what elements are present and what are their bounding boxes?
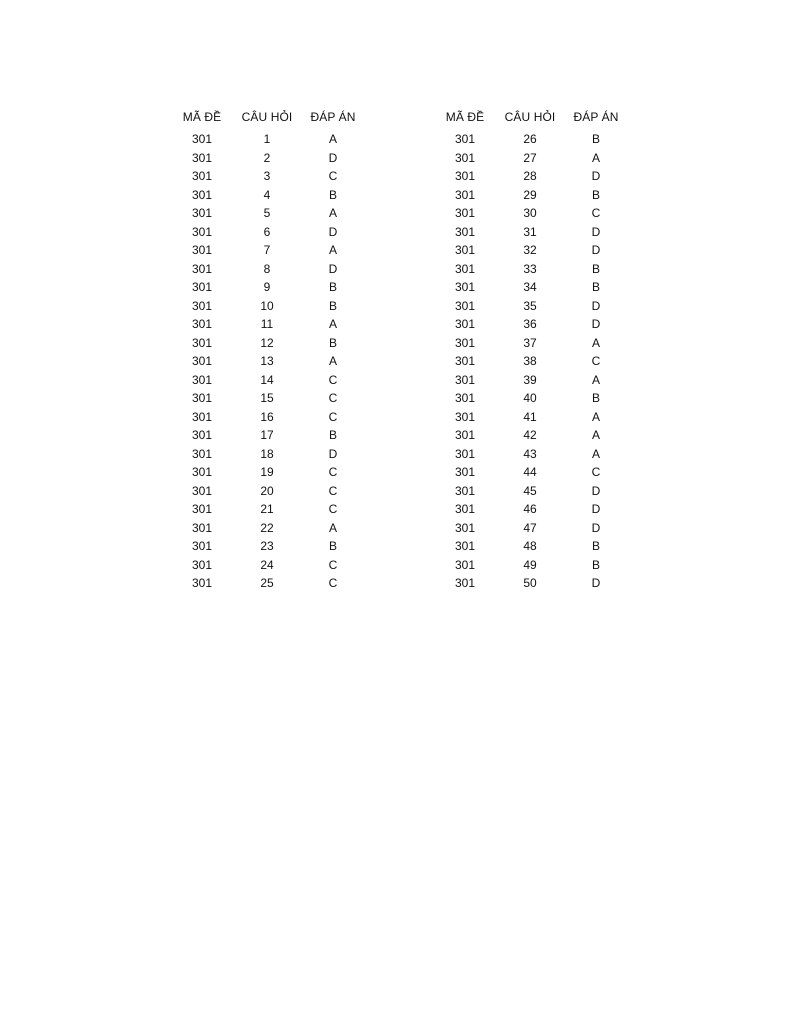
answer-cell: C bbox=[591, 206, 601, 220]
question-number-cell: 46 bbox=[523, 502, 537, 516]
exam-code-cell: 301 bbox=[191, 187, 213, 202]
exam-code-cell: 301 bbox=[454, 206, 476, 220]
question-number-cell: 2 bbox=[263, 150, 271, 165]
exam-code-cell: 301 bbox=[454, 557, 476, 572]
answer-cell: A bbox=[591, 428, 600, 442]
question-number-cell: 37 bbox=[523, 335, 537, 350]
table-row bbox=[170, 445, 366, 464]
header-row bbox=[433, 106, 629, 130]
exam-code-cell: 301 bbox=[191, 169, 213, 183]
question-number-cell: 31 bbox=[523, 224, 537, 239]
answer-cell: B bbox=[328, 298, 337, 313]
exam-code-cell: 301 bbox=[191, 298, 213, 313]
answer-cell: A bbox=[591, 409, 600, 424]
table-row bbox=[433, 204, 629, 223]
table-row bbox=[170, 408, 366, 427]
header-row bbox=[170, 106, 366, 130]
question-number-cell: 34 bbox=[523, 280, 537, 294]
answer-cell: B bbox=[591, 187, 600, 202]
exam-code-cell: 301 bbox=[454, 446, 476, 461]
exam-code-cell: 301 bbox=[191, 576, 213, 590]
question-number-cell: 32 bbox=[523, 243, 537, 257]
question-number-cell: 45 bbox=[523, 483, 537, 498]
answer-table-right bbox=[433, 106, 629, 593]
question-number-cell: 5 bbox=[263, 206, 271, 220]
table-row bbox=[433, 260, 629, 279]
question-number-cell: 12 bbox=[260, 335, 274, 350]
question-number-cell: 30 bbox=[523, 206, 537, 220]
answer-cell: B bbox=[591, 557, 600, 572]
question-number-cell: 20 bbox=[260, 483, 274, 498]
table-row bbox=[170, 297, 366, 316]
answer-cell: C bbox=[591, 465, 601, 479]
exam-code-cell: 301 bbox=[191, 391, 213, 405]
table-row bbox=[433, 149, 629, 168]
answer-cell: D bbox=[591, 243, 601, 257]
table-body-left bbox=[170, 130, 366, 593]
table-row bbox=[170, 426, 366, 445]
question-number-cell: 10 bbox=[260, 298, 274, 313]
exam-code-cell: 301 bbox=[191, 465, 213, 479]
table-row bbox=[170, 278, 366, 297]
exam-code-cell: 301 bbox=[191, 261, 213, 276]
table-row bbox=[433, 500, 629, 519]
table-row bbox=[170, 352, 366, 371]
header-exam-code: MÃ ĐỀ bbox=[182, 110, 222, 124]
question-number-cell: 13 bbox=[260, 354, 274, 368]
exam-code-cell: 301 bbox=[454, 298, 476, 313]
answer-cell: C bbox=[328, 169, 338, 183]
exam-code-cell: 301 bbox=[191, 206, 213, 220]
question-number-cell: 40 bbox=[523, 391, 537, 405]
table-row bbox=[433, 352, 629, 371]
table-row bbox=[433, 241, 629, 260]
answer-cell: C bbox=[591, 354, 601, 368]
answer-cell: C bbox=[328, 391, 338, 405]
answer-cell: B bbox=[591, 391, 600, 405]
answer-cell: A bbox=[591, 446, 600, 461]
exam-code-cell: 301 bbox=[454, 354, 476, 368]
exam-code-cell: 301 bbox=[454, 372, 476, 387]
table-row bbox=[170, 260, 366, 279]
question-number-cell: 27 bbox=[523, 150, 537, 165]
table-row bbox=[170, 186, 366, 205]
answer-cell: C bbox=[328, 483, 338, 498]
table-row bbox=[433, 334, 629, 353]
header-answer: ĐÁP ÁN bbox=[310, 110, 356, 124]
exam-code-cell: 301 bbox=[191, 483, 213, 498]
question-number-cell: 33 bbox=[523, 261, 537, 276]
table-row bbox=[170, 167, 366, 186]
table-row bbox=[433, 223, 629, 242]
exam-code-cell: 301 bbox=[454, 224, 476, 239]
header-answer: ĐÁP ÁN bbox=[573, 110, 619, 124]
exam-code-cell: 301 bbox=[454, 187, 476, 202]
answer-cell: C bbox=[328, 502, 338, 516]
answer-cell: D bbox=[328, 261, 338, 276]
answer-cell: A bbox=[328, 206, 337, 220]
question-number-cell: 35 bbox=[523, 298, 537, 313]
question-number-cell: 23 bbox=[260, 539, 274, 553]
answer-cell: D bbox=[591, 483, 601, 498]
table-row bbox=[170, 482, 366, 501]
answer-cell: B bbox=[328, 187, 337, 202]
question-number-cell: 24 bbox=[260, 557, 274, 572]
exam-code-cell: 301 bbox=[454, 502, 476, 516]
table-row bbox=[433, 297, 629, 316]
header-question: CÂU HỎI bbox=[241, 110, 293, 124]
question-number-cell: 7 bbox=[263, 243, 271, 257]
exam-code-cell: 301 bbox=[454, 150, 476, 165]
exam-code-cell: 301 bbox=[191, 243, 213, 257]
table-row bbox=[433, 167, 629, 186]
table-row bbox=[433, 537, 629, 556]
exam-code-cell: 301 bbox=[191, 428, 213, 442]
question-number-cell: 14 bbox=[260, 372, 274, 387]
table-body-right bbox=[433, 130, 629, 593]
table-row bbox=[433, 519, 629, 538]
question-number-cell: 9 bbox=[263, 280, 271, 294]
exam-code-cell: 301 bbox=[191, 446, 213, 461]
answer-table-left bbox=[170, 106, 366, 593]
answer-cell: D bbox=[591, 169, 601, 183]
table-row bbox=[170, 389, 366, 408]
answer-cell: A bbox=[591, 335, 600, 350]
header-exam-code: MÃ ĐỀ bbox=[445, 110, 485, 124]
table-row bbox=[170, 334, 366, 353]
question-number-cell: 43 bbox=[523, 446, 537, 461]
exam-code-cell: 301 bbox=[191, 132, 213, 146]
exam-code-cell: 301 bbox=[191, 557, 213, 572]
answer-cell: B bbox=[328, 539, 337, 553]
question-number-cell: 22 bbox=[260, 520, 274, 535]
answer-cell: D bbox=[328, 224, 338, 239]
answer-cell: C bbox=[328, 409, 338, 424]
header-question: CÂU HỎI bbox=[504, 110, 556, 124]
question-number-cell: 48 bbox=[523, 539, 537, 553]
answer-cell: D bbox=[591, 502, 601, 516]
exam-code-cell: 301 bbox=[454, 483, 476, 498]
table-row bbox=[433, 463, 629, 482]
answer-cell: B bbox=[591, 539, 600, 553]
answer-cell: D bbox=[591, 317, 601, 331]
answer-cell: D bbox=[328, 150, 338, 165]
answer-cell: B bbox=[328, 335, 337, 350]
table-row bbox=[433, 445, 629, 464]
answer-cell: D bbox=[328, 446, 338, 461]
table-row bbox=[433, 408, 629, 427]
exam-code-cell: 301 bbox=[191, 354, 213, 368]
exam-code-cell: 301 bbox=[454, 391, 476, 405]
answer-cell: C bbox=[328, 465, 338, 479]
table-row bbox=[170, 556, 366, 575]
table-row bbox=[433, 371, 629, 390]
exam-code-cell: 301 bbox=[454, 280, 476, 294]
table-row bbox=[433, 389, 629, 408]
question-number-cell: 18 bbox=[260, 446, 274, 461]
exam-code-cell: 301 bbox=[454, 169, 476, 183]
question-number-cell: 19 bbox=[260, 465, 274, 479]
exam-code-cell: 301 bbox=[454, 576, 476, 590]
question-number-cell: 28 bbox=[523, 169, 537, 183]
answer-cell: B bbox=[328, 428, 337, 442]
table-row bbox=[433, 556, 629, 575]
question-number-cell: 21 bbox=[260, 502, 274, 516]
exam-code-cell: 301 bbox=[191, 539, 213, 553]
exam-code-cell: 301 bbox=[191, 317, 213, 331]
question-number-cell: 6 bbox=[263, 224, 271, 239]
answer-cell: C bbox=[328, 557, 338, 572]
table-row bbox=[170, 204, 366, 223]
exam-code-cell: 301 bbox=[191, 409, 213, 424]
question-number-cell: 16 bbox=[260, 409, 274, 424]
exam-code-cell: 301 bbox=[454, 317, 476, 331]
answer-cell: B bbox=[591, 132, 600, 146]
question-number-cell: 26 bbox=[523, 132, 537, 146]
table-row bbox=[170, 149, 366, 168]
table-row bbox=[433, 186, 629, 205]
table-row bbox=[170, 463, 366, 482]
question-number-cell: 25 bbox=[260, 576, 274, 590]
table-row bbox=[433, 482, 629, 501]
answer-cell: D bbox=[591, 224, 601, 239]
question-number-cell: 17 bbox=[260, 428, 274, 442]
table-row bbox=[170, 537, 366, 556]
exam-code-cell: 301 bbox=[454, 132, 476, 146]
question-number-cell: 41 bbox=[523, 409, 537, 424]
exam-code-cell: 301 bbox=[454, 261, 476, 276]
exam-code-cell: 301 bbox=[191, 150, 213, 165]
exam-code-cell: 301 bbox=[454, 428, 476, 442]
answer-cell: A bbox=[591, 150, 600, 165]
table-row bbox=[170, 500, 366, 519]
exam-code-cell: 301 bbox=[454, 539, 476, 553]
exam-code-cell: 301 bbox=[191, 372, 213, 387]
question-number-cell: 50 bbox=[523, 576, 537, 590]
table-row bbox=[170, 371, 366, 390]
question-number-cell: 49 bbox=[523, 557, 537, 572]
question-number-cell: 1 bbox=[263, 132, 271, 146]
exam-code-cell: 301 bbox=[191, 335, 213, 350]
answer-cell: B bbox=[591, 280, 600, 294]
answer-cell: A bbox=[328, 317, 337, 331]
question-number-cell: 3 bbox=[263, 169, 271, 183]
question-number-cell: 42 bbox=[523, 428, 537, 442]
question-number-cell: 15 bbox=[260, 391, 274, 405]
answer-cell: D bbox=[591, 520, 601, 535]
answer-cell: D bbox=[591, 576, 601, 590]
exam-code-cell: 301 bbox=[191, 280, 213, 294]
answer-cell: C bbox=[328, 576, 338, 590]
table-row bbox=[170, 574, 366, 593]
table-row bbox=[433, 278, 629, 297]
answer-cell: C bbox=[328, 372, 338, 387]
question-number-cell: 47 bbox=[523, 520, 537, 535]
exam-code-cell: 301 bbox=[454, 465, 476, 479]
table-row bbox=[170, 241, 366, 260]
answer-cell: B bbox=[328, 280, 337, 294]
answer-cell: A bbox=[328, 243, 337, 257]
exam-code-cell: 301 bbox=[191, 224, 213, 239]
question-number-cell: 11 bbox=[260, 317, 274, 331]
question-number-cell: 4 bbox=[263, 187, 271, 202]
table-row bbox=[170, 519, 366, 538]
table-row bbox=[433, 574, 629, 593]
table-row bbox=[433, 315, 629, 334]
question-number-cell: 44 bbox=[523, 465, 537, 479]
exam-code-cell: 301 bbox=[191, 520, 213, 535]
exam-code-cell: 301 bbox=[454, 520, 476, 535]
answer-cell: A bbox=[591, 372, 600, 387]
answer-cell: D bbox=[591, 298, 601, 313]
table-row bbox=[170, 130, 366, 149]
exam-code-cell: 301 bbox=[191, 502, 213, 516]
answer-cell: B bbox=[591, 261, 600, 276]
exam-code-cell: 301 bbox=[454, 243, 476, 257]
exam-code-cell: 301 bbox=[454, 335, 476, 350]
table-row bbox=[433, 130, 629, 149]
answer-cell: A bbox=[328, 520, 337, 535]
table-row bbox=[433, 426, 629, 445]
question-number-cell: 8 bbox=[263, 261, 271, 276]
table-row bbox=[170, 223, 366, 242]
question-number-cell: 39 bbox=[523, 372, 537, 387]
question-number-cell: 36 bbox=[523, 317, 537, 331]
question-number-cell: 29 bbox=[523, 187, 537, 202]
answer-cell: A bbox=[328, 132, 337, 146]
exam-code-cell: 301 bbox=[454, 409, 476, 424]
question-number-cell: 38 bbox=[523, 354, 537, 368]
answer-cell: A bbox=[328, 354, 337, 368]
table-row bbox=[170, 315, 366, 334]
